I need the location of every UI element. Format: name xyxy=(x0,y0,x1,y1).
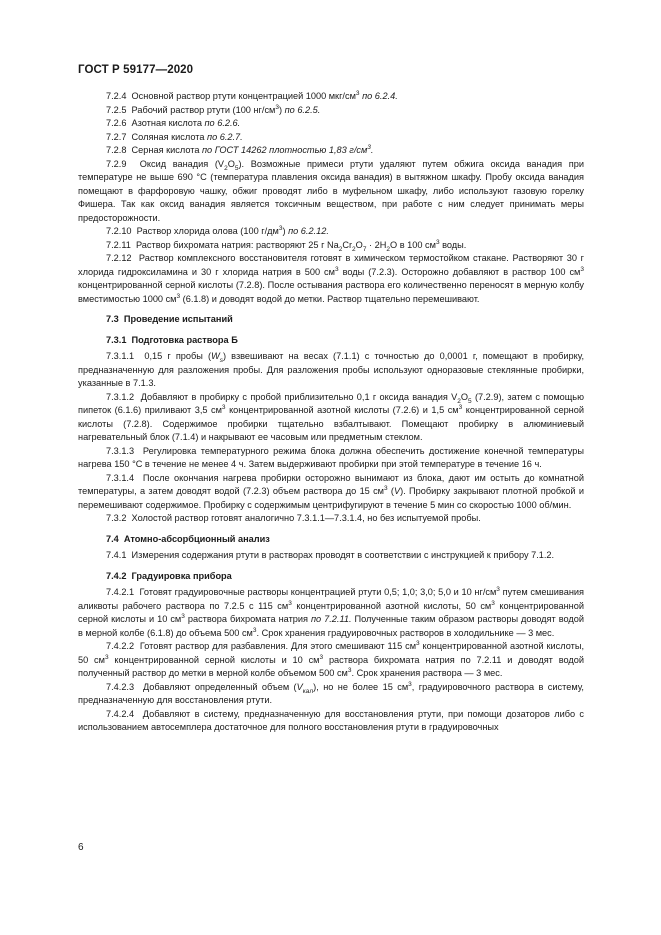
paragraph: 7.2.5 Рабочий раствор ртути (100 $нг/см^3$) по 6.2.5. xyxy=(106,103,321,115)
paragraph: 7.2.9 Оксид ванадия $(V_2O_5)$. Возможные примеси ртути удаляют путем обжига оксида ванадия при температуре не выше 690 °С (температура плавления оксида ванадия) в вытяжном шкафу. Пробу оксида ванадия помещают в фарфоровую чашку, обжиг проводят либо в муфельном шкафу, либо используют газовую горелку Фишера. Так как оксид ванадия является токсичным веществом, при работе с ним следует принимать меры предосторожности. xyxy=(78,158,584,223)
paragraph: 7.3.1.2 Добавляют в пробирку с пробой приблизительно 0,1 г оксида ванадия $V_2O_5$ (7.2.9), затем с помощью пипеток (6.1.6) приливают 3,5 $см^3$ концентрированной азотной кислоты (7.2.6) и 1,5 $см^3$ концентрированной серной кислоты (7.2.8). Содержимое пробирки тщательно взбалтывают. Помещают пробирку в алюминиевый нагревательный блок (7.1.4) и накрывают ее часовым или предметным стеклом. xyxy=(78,391,584,442)
paragraph: 7.4.2.1 Готовят градуировочные растворы концентрацией ртути 0,5; 1,0; 3,0; 5,0 и 10 $нг/см^3$ путем смешивания аликвоты рабочего раствора по 7.2.5 с 115 $см^3$ концентрированной азотной кислоты, 50 $см^3$ концентрированной серной кислоты и 10 $см^3$ раствора бихромата натрия по 7.2.11. Полученные таким образом растворы доводят водой в мерной колбе (6.1.8) до объема 500 $см^3$. Срок хранения градуировочных растворов в холодильнике — 3 мес. xyxy=(78,585,585,638)
section-heading: 7.3 Проведение испытаний xyxy=(106,314,233,324)
paragraph: 7.4.2.2 Готовят раствор для разбавления. Для этого смешивают 115 $см^3$ концентрированной азотной кислоты, 50 $см^3$ концентрированной серной кислоты и 10 $см^3$ раствора бихромата натрия по 7.2.11 и доводят водой полученный раствор до метки в мерной колбе объемом 500 $см^3$. Срок хранения раствора — 3 мес. xyxy=(78,639,584,678)
paragraph: 7.3.1.1 0,15 г пробы $(W_s)$ взвешивают на весах (7.1.1) с точностью до 0,0001 г, помещают в пробирку, предназначенную для разложения пробы. Для разложения пробы используют одноразовые стеклянные пробирки, указанные в 7.1.3. xyxy=(78,351,584,388)
paragraph: 7.2.12 Раствор комплексного восстановителя готовят в химическом термостойком стакане. Растворяют 30 г хлорида гидроксиламина и 30 г хлорида натрия в 500 $см^3$ воды (7.2.3). Осторожно добавляют в раствор 100 $см^3$ концентрированной серной кислоты (7.2.8). После остывания раствора его количественно переносят в мерную колбу вместимостью 1000 $см^3$ (6.1.8) и доводят водой до метки. Раствор тщательно перемешивают. xyxy=(78,253,585,304)
document-body xyxy=(78,90,584,735)
section-heading: 7.3.1 Подготовка раствора Б xyxy=(106,334,238,345)
page-number: 6 xyxy=(78,842,84,853)
paragraph: 7.4.2.4 Добавляют в систему, предназначенную для восстановления ртути, при помощи дозаторов либо с использованием автосемплера достаточное для полного восстановления ртути в градуировочных xyxy=(78,708,584,732)
paragraph: 7.4.1 Измерения содержания ртути в растворах проводят в соответствии с инструкцией к прибору 7.1.2. xyxy=(106,550,555,560)
paragraph: 7.2.4 Основной раствор ртути концентрацией 1000 мкг/$см^3$ по 6.2.4. xyxy=(106,89,398,101)
paragraph: 7.2.7 Соляная кислота по 6.2.7. xyxy=(106,131,243,142)
page-header: ГОСТ Р 59177—2020 xyxy=(78,64,194,76)
paragraph: 7.3.1.4 После окончания нагрева пробирки осторожно вынимают из блока, дают им остыть до комнатной температуры, а затем доводят водой (7.2.3) объем раствора до 15 $см^3$ (V). Пробирку закрывают плотной пробкой и перемешивают содержимое. Пробирку с содержимым центрифугируют в течение 5 мин со скоростью 1000 об/мин. xyxy=(78,472,584,510)
section-heading: 7.4.2 Градуировка прибора xyxy=(106,570,232,581)
paragraph: 7.3.2 Холостой раствор готовят аналогично 7.3.1.1—7.3.1.4, но без испытуемой пробы. xyxy=(106,513,481,523)
paragraph: 7.2.11 Раствор бихромата натрия: растворяют 25 г $Na_2Cr_2O_7 \cdot 2H_2O$ в 100 $см^3$ воды. xyxy=(106,238,467,253)
paragraph: 7.2.8 Серная кислота по ГОСТ 14262 плотностью 1,83 $г/см^3$. xyxy=(106,143,374,155)
paragraph: 7.3.1.3 Регулировка температурного режима блока должна обеспечить достижение конечной температуры нагрева 150 °С в течение не менее 4 ч. Затем выдерживают пробирки при этой температуре в течение 16 ч. xyxy=(78,445,584,469)
paragraph: 7.2.10 Раствор хлорида олова (100 $г/дм^3$) по 6.2.12. xyxy=(106,224,329,236)
section-heading: 7.4 Атомно-абсорбционный анализ xyxy=(106,533,270,544)
paragraph: 7.2.6 Азотная кислота по 6.2.6. xyxy=(106,118,241,128)
paragraph: 7.4.2.3 Добавляют определенный объем $(V_{кал})$, но не более 15 $см^3$, градуировочного раствора в систему, предназначенную для восстановления ртути. xyxy=(78,680,584,705)
